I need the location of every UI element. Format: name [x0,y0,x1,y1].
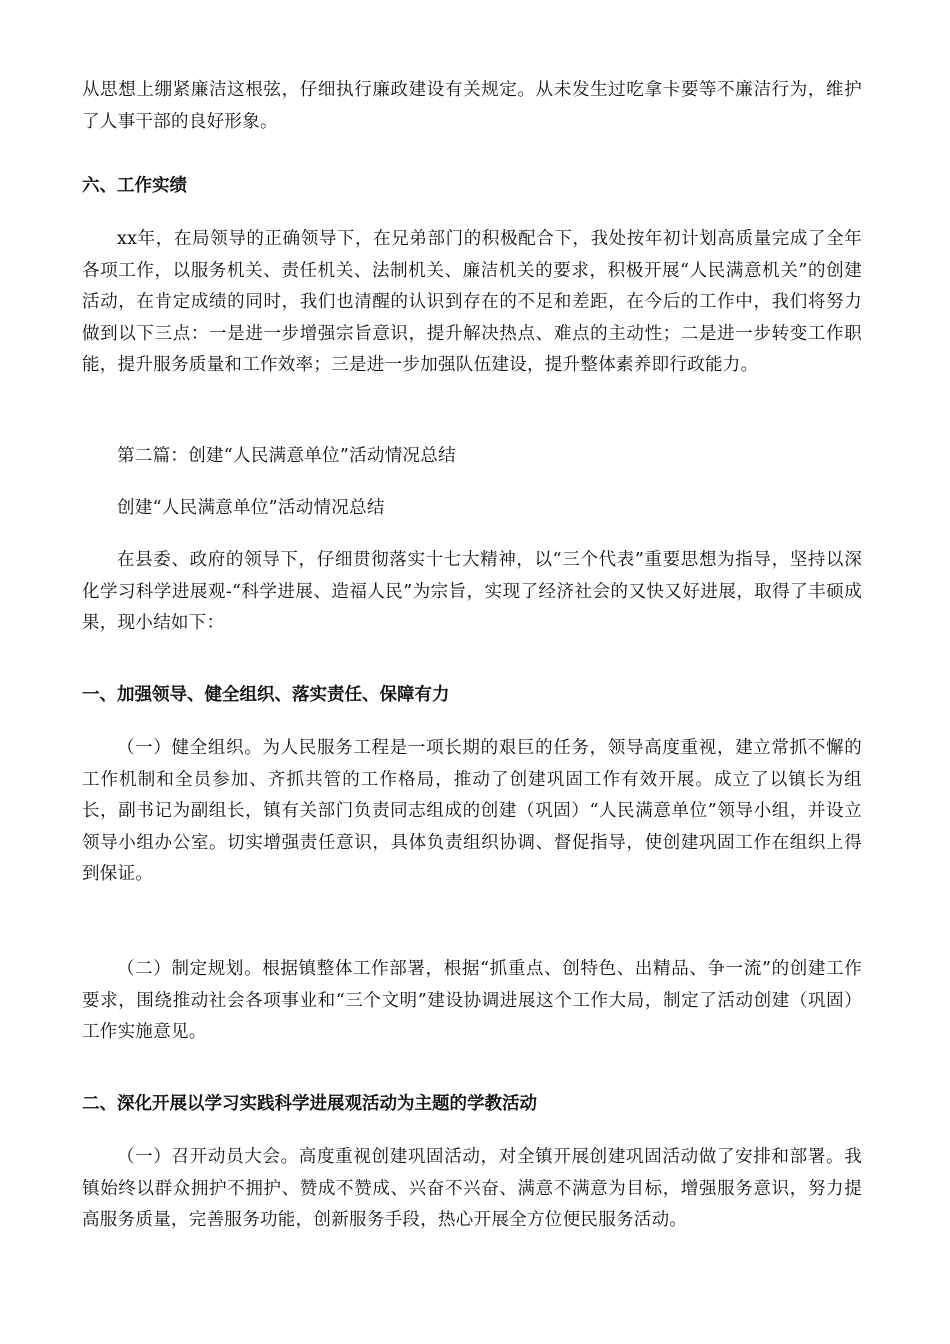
heading-work-results: 六、工作实绩 [82,176,187,196]
paragraph-part-two-title: 第二篇：创建“人民满意单位”活动情况总结 [117,446,456,466]
paragraph-section-one-item-two: （二）制定规划。根据镇整体工作部署，根据“抓重点、创特色、出精品、争一流”的创建工作要求，围绕推动社会各项事业和“三个文明”建设协调进展这个工作大局，制定了活动创建（巩固）工作实施意见。 [82,959,862,1043]
paragraph-work-results: xx年，在局领导的正确领导下，在兄弟部门的积极配合下，我处按年初计划高质量完成了全年各项工作，以服务机关、责任机关、法制机关、廉洁机关的要求，积极开展“人民满意机关”的创建活动，在肯定成绩的同时，我们也清醒的认识到存在的不足和差距，在今后的工作中，我们将努力做到以下三点：一是进一步增强宗旨意识，提升解决热点、难点的主动性；二是进一步转变工作职能，提升服务质量和工作效率；三是进一步加强队伍建设，提升整体素养即行政能力。 [82,229,862,376]
paragraph-section-two-item-one: （一）召开动员大会。高度重视创建巩固活动，对全镇开展创建巩固活动做了安排和部署。我镇始终以群众拥护不拥护、赞成不赞成、兴奋不兴奋、满意不满意为目标，增强服务意识，努力提高服务质量，完善服务功能，创新服务手段，热心开展全方位便民服务活动。 [82,1147,862,1231]
heading-section-two: 二、深化开展以学习实践科学进展观活动为主题的学教活动 [82,1094,537,1114]
heading-section-one: 一、加强领导、健全组织、落实责任、保障有力 [82,685,450,705]
paragraph-section-one-item-one: （一）健全组织。为人民服务工程是一项长期的艰巨的任务，领导高度重视，建立常抓不懈的工作机制和全员参加、齐抓共管的工作格局，推动了创建巩固工作有效开展。成立了以镇长为组长，副书记为副组长，镇有关部门负责同志组成的创建（巩固）“人民满意单位”领导小组，并设立领导小组办公室。切实增强责任意识，具体负责组织协调、督促指导，使创建巩固工作在组织上得到保证。 [82,738,862,885]
paragraph-intro: 从思想上绷紧廉洁这根弦，仔细执行廉政建设有关规定。从未发生过吃拿卡要等不廉洁行为，维护了人事干部的良好形象。 [82,80,862,132]
paragraph-summary-title: 创建“人民满意单位”活动情况总结 [117,498,385,518]
paragraph-lead: 在县委、政府的领导下，仔细贯彻落实十七大精神，以“三个代表”重要思想为指导，坚持以深化学习科学进展观-“科学进展、造福人民”为宗旨，实现了经济社会的又快又好进展，取得了丰硕成果，现小结如下： [82,550,862,634]
